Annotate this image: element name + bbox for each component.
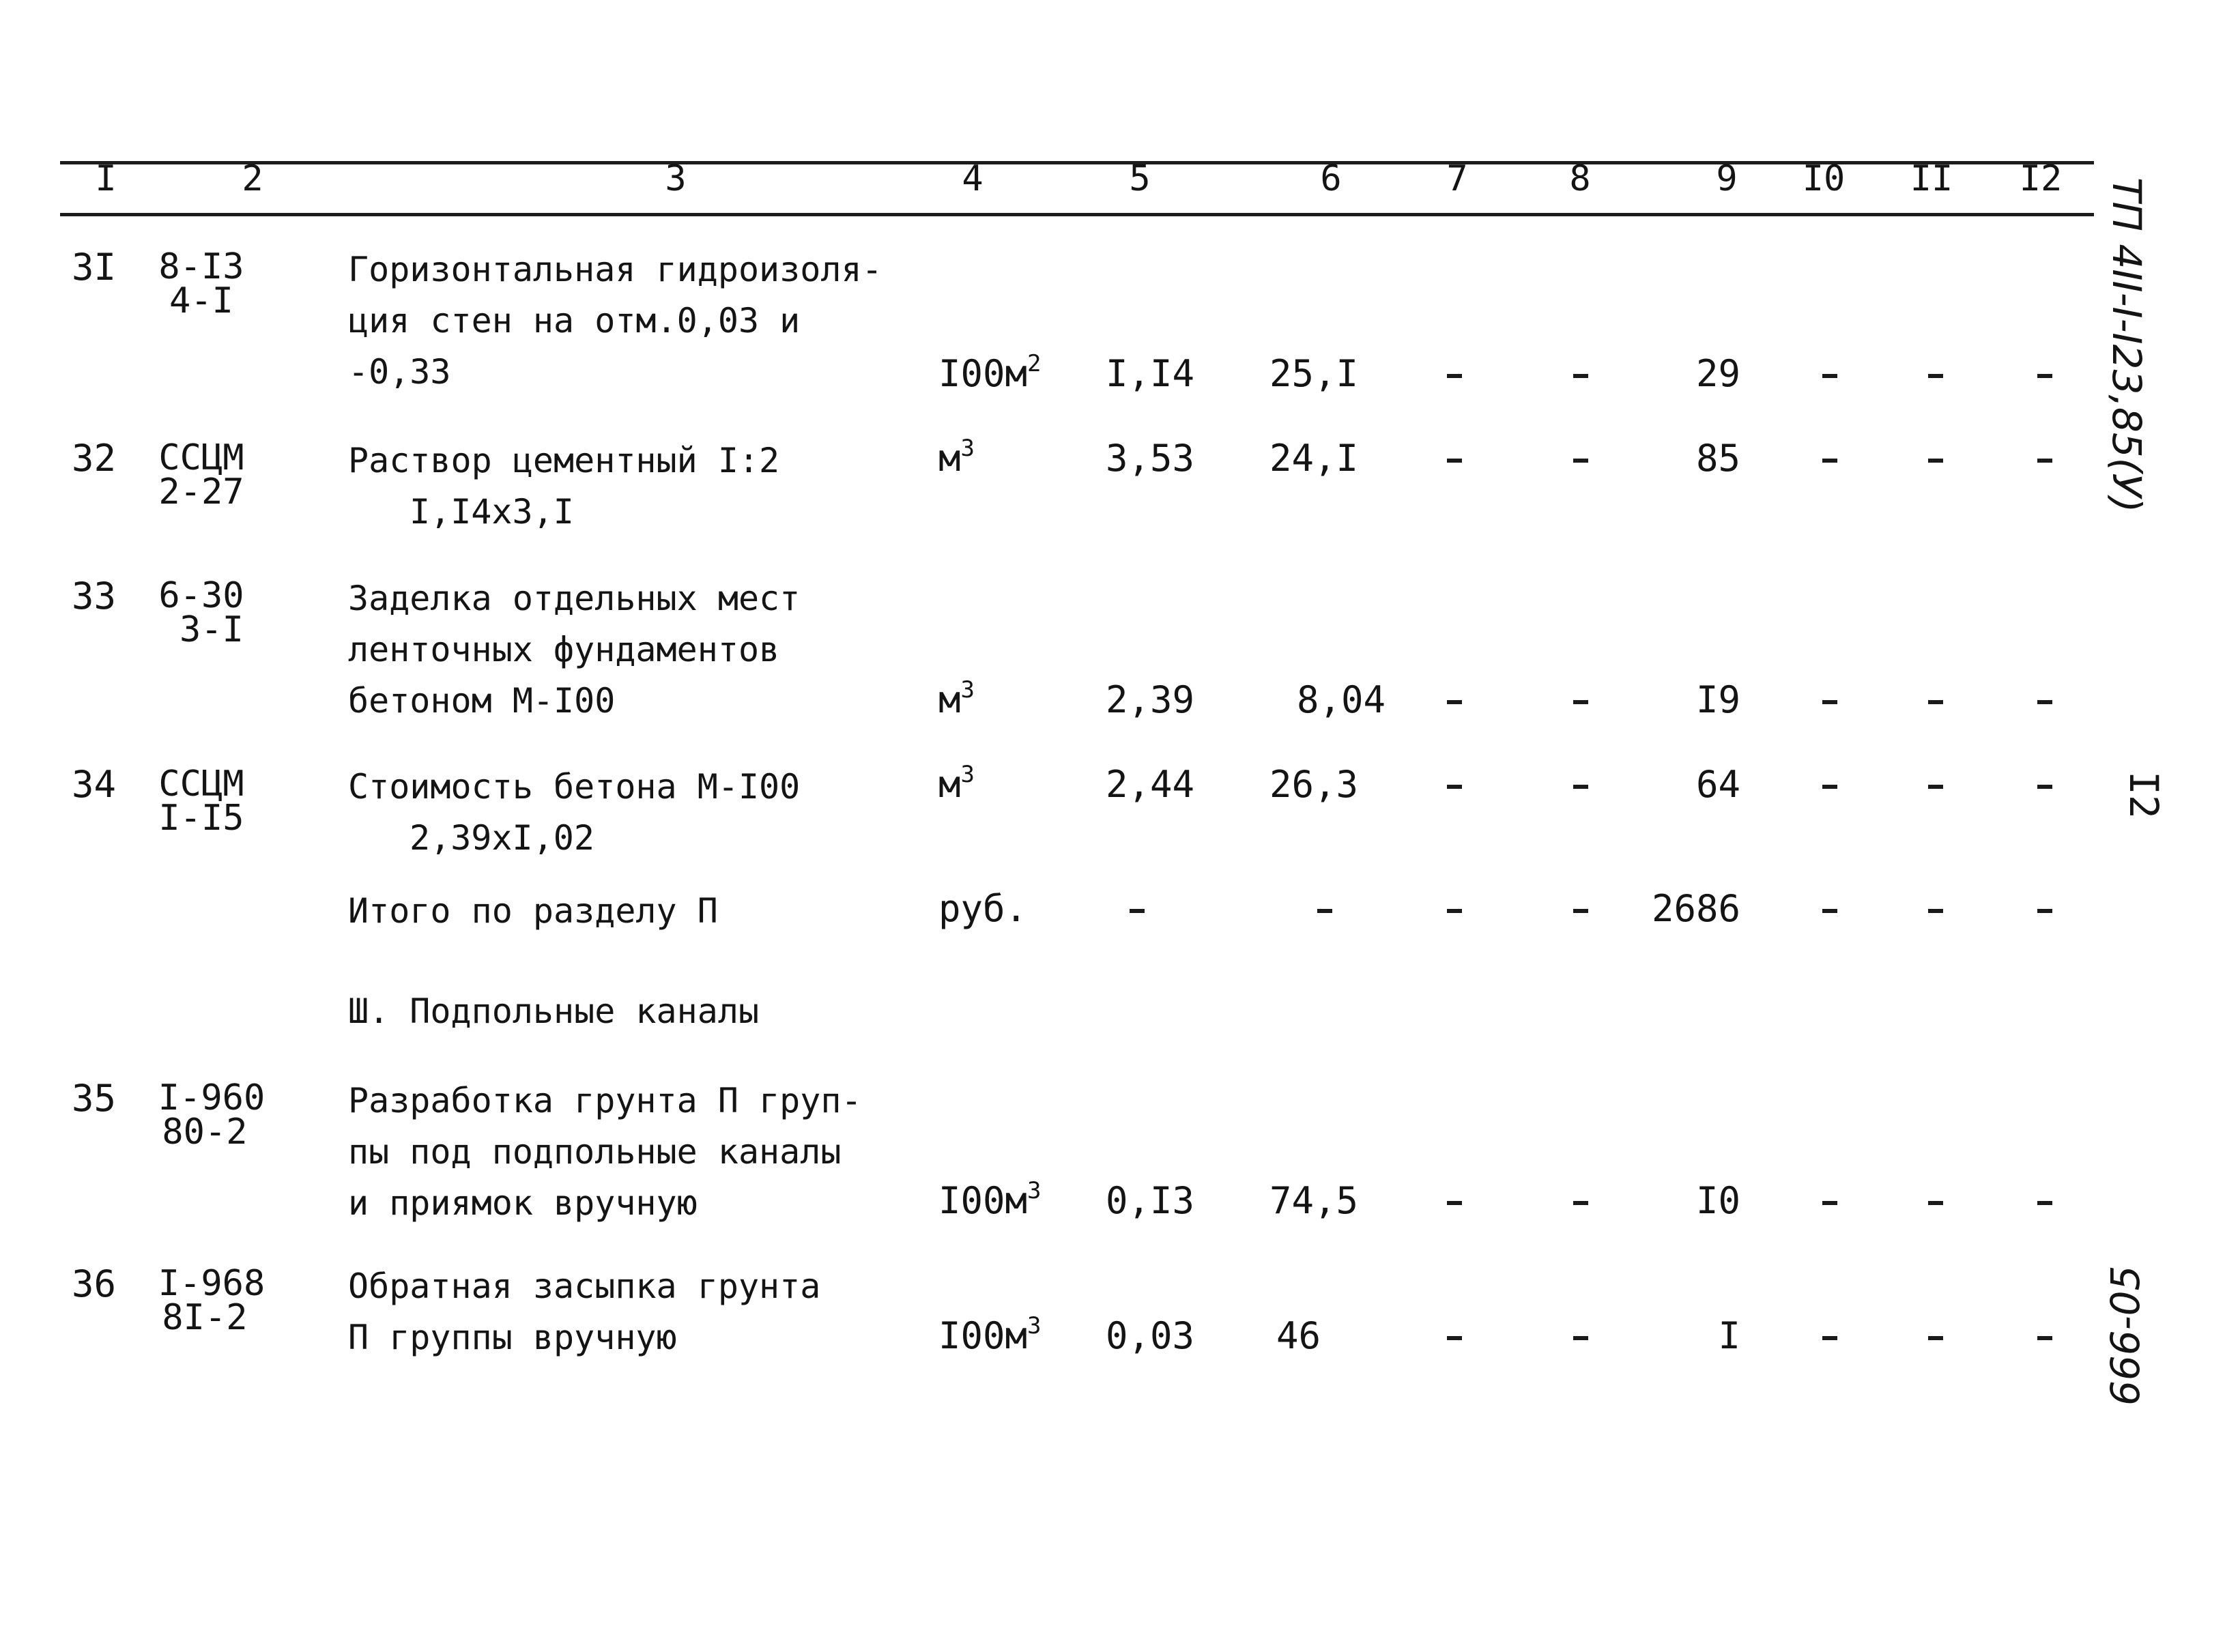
row-code bbox=[133, 575, 270, 650]
desc-line: бетоном М-I00 bbox=[348, 681, 616, 721]
dash-col-12 bbox=[2037, 374, 2052, 378]
row-price: 24,I bbox=[1269, 437, 1359, 480]
desc-line: ленточных фундаментов bbox=[348, 630, 780, 669]
row-number: 35 bbox=[72, 1077, 117, 1120]
desc-line: 2,39xI,02 bbox=[410, 818, 594, 858]
dash-col-11 bbox=[1928, 700, 1943, 704]
dash-col-10 bbox=[1822, 374, 1837, 378]
side-doc-code: ТП 4II-I-I23,85(У) bbox=[2104, 177, 2150, 513]
header-col-9: 9 bbox=[1716, 158, 1738, 199]
dash-col-11 bbox=[1928, 374, 1943, 378]
dash-col-7 bbox=[1447, 459, 1462, 463]
dash-col-11 bbox=[1928, 1336, 1943, 1340]
row-description bbox=[348, 1075, 862, 1229]
header-col-11: II bbox=[1910, 158, 1953, 199]
code-line: I-I5 bbox=[158, 798, 244, 839]
dash-col-10 bbox=[1822, 459, 1837, 463]
dash-col-8 bbox=[1573, 1201, 1588, 1205]
dash-col-11 bbox=[1928, 909, 1943, 913]
code-line: I-968 bbox=[158, 1263, 265, 1304]
row-total: I9 bbox=[1695, 678, 1740, 721]
header-col-2: 2 bbox=[242, 158, 263, 199]
row-description bbox=[348, 886, 718, 937]
dash-col-8 bbox=[1573, 1336, 1588, 1340]
row-quantity: 2,44 bbox=[1106, 763, 1195, 806]
dash-col-7 bbox=[1447, 785, 1462, 789]
header-col-6: 6 bbox=[1320, 158, 1342, 199]
row-total: 64 bbox=[1695, 763, 1740, 806]
row-number: 34 bbox=[72, 763, 117, 806]
desc-line: Горизонтальная гидроизоля- bbox=[348, 250, 882, 289]
dash-col-7 bbox=[1447, 1201, 1462, 1205]
header-col-4: 4 bbox=[962, 158, 984, 199]
unit-exponent: 3 bbox=[960, 761, 975, 788]
dash-col-12 bbox=[2037, 785, 2052, 789]
code-line: 80-2 bbox=[162, 1112, 248, 1153]
code-line: 4-I bbox=[169, 280, 233, 321]
dash-col-6 bbox=[1317, 909, 1332, 913]
dash-col-7 bbox=[1447, 374, 1462, 378]
dash-col-12 bbox=[2037, 1201, 2052, 1205]
code-line: ССЦМ bbox=[158, 764, 244, 805]
row-quantity: 2,39 bbox=[1106, 678, 1195, 721]
desc-line: пы под подпольные каналы bbox=[348, 1132, 842, 1172]
row-unit: $м^3$ bbox=[938, 761, 975, 806]
dash-col-10 bbox=[1822, 785, 1837, 789]
row-description bbox=[348, 1261, 820, 1363]
header-col-7: 7 bbox=[1446, 158, 1468, 199]
code-line: 6-30 bbox=[158, 575, 244, 616]
section-title: Ш. Подпольные каналы bbox=[348, 991, 760, 1031]
dash-col-10 bbox=[1822, 1201, 1837, 1205]
dash-col-11 bbox=[1928, 785, 1943, 789]
header-col-5: 5 bbox=[1129, 158, 1151, 199]
dash-col-8 bbox=[1573, 785, 1588, 789]
unit-exponent: 3 bbox=[1027, 1312, 1042, 1339]
row-code bbox=[133, 764, 270, 839]
dash-col-8 bbox=[1573, 909, 1588, 913]
row-unit: $м^3$ bbox=[938, 435, 975, 480]
row-number: 36 bbox=[72, 1262, 117, 1305]
row-number: 32 bbox=[72, 437, 117, 480]
row-unit: $м^3$ bbox=[938, 676, 975, 721]
desc-line: Обратная засыпка грунта bbox=[348, 1266, 821, 1306]
row-total: 85 bbox=[1695, 437, 1740, 480]
row-code bbox=[143, 1263, 280, 1338]
dash-col-10 bbox=[1822, 700, 1837, 704]
code-line: ССЦМ bbox=[158, 437, 244, 478]
desc-line: Итого по разделу П bbox=[348, 891, 718, 931]
dash-col-7 bbox=[1447, 700, 1462, 704]
row-code bbox=[133, 437, 270, 512]
desc-line: Раствор цементный I:2 bbox=[348, 441, 780, 480]
desc-line: П группы вручную bbox=[348, 1318, 677, 1357]
row-quantity: 3,53 bbox=[1106, 437, 1195, 480]
dash-col-8 bbox=[1573, 700, 1588, 704]
row-price: 46 bbox=[1276, 1314, 1321, 1357]
desc-line: Заделка отдельных мест bbox=[348, 579, 801, 618]
row-description bbox=[348, 573, 800, 727]
side-page-number: I2 bbox=[2121, 771, 2167, 819]
row-number: 33 bbox=[72, 575, 117, 618]
row-total: I0 bbox=[1695, 1179, 1740, 1222]
code-line: 8-I3 bbox=[158, 246, 244, 287]
header-bottom-rule bbox=[60, 213, 2094, 216]
row-total: I bbox=[1718, 1314, 1740, 1357]
side-sheet-code: 666-05 bbox=[2102, 1265, 2149, 1406]
row-quantity: I,I4 bbox=[1106, 352, 1195, 395]
dash-col-5 bbox=[1130, 909, 1145, 913]
desc-line: Стоимость бетона М-I00 bbox=[348, 767, 801, 807]
unit-exponent: 2 bbox=[1027, 350, 1042, 377]
row-unit: $I00м^2$ bbox=[938, 350, 1042, 395]
header-col-3: 3 bbox=[665, 158, 687, 199]
unit-exponent: 3 bbox=[960, 435, 975, 462]
dash-col-11 bbox=[1928, 1201, 1943, 1205]
row-description bbox=[348, 244, 882, 398]
header-col-12: I2 bbox=[2019, 158, 2063, 199]
dash-col-10 bbox=[1822, 909, 1837, 913]
code-line: 2-27 bbox=[158, 472, 244, 512]
row-description bbox=[348, 435, 779, 538]
row-number: 3I bbox=[72, 246, 117, 289]
row-unit: руб. bbox=[938, 887, 1028, 930]
unit-exponent: 3 bbox=[1027, 1177, 1042, 1204]
dash-col-12 bbox=[2037, 1336, 2052, 1340]
header-col-8: 8 bbox=[1569, 158, 1591, 199]
desc-line: -0,33 bbox=[348, 352, 451, 392]
dash-col-12 bbox=[2037, 459, 2052, 463]
desc-line: I,I4x3,I bbox=[410, 492, 574, 532]
row-price: 25,I bbox=[1269, 352, 1359, 395]
desc-line: Разработка грунта П груп- bbox=[348, 1081, 862, 1120]
row-price: 26,3 bbox=[1269, 763, 1359, 806]
code-line: I-960 bbox=[158, 1077, 265, 1118]
dash-col-12 bbox=[2037, 909, 2052, 913]
row-code bbox=[143, 1077, 280, 1153]
dash-col-12 bbox=[2037, 700, 2052, 704]
row-total: 2686 bbox=[1651, 887, 1740, 930]
row-unit: $I00м^3$ bbox=[938, 1177, 1042, 1222]
unit-exponent: 3 bbox=[960, 676, 975, 704]
row-quantity: 0,03 bbox=[1106, 1314, 1195, 1357]
code-line: 8I-2 bbox=[162, 1297, 248, 1338]
dash-col-11 bbox=[1928, 459, 1943, 463]
dash-col-7 bbox=[1447, 909, 1462, 913]
row-total: 29 bbox=[1695, 352, 1740, 395]
desc-line: и приямок вручную bbox=[348, 1183, 698, 1223]
code-line: 3-I bbox=[180, 609, 244, 650]
row-price: 8,04 bbox=[1297, 678, 1386, 721]
dash-col-8 bbox=[1573, 459, 1588, 463]
row-description bbox=[348, 762, 800, 864]
row-price: 74,5 bbox=[1269, 1179, 1359, 1222]
desc-line: ция стен на отм.0,03 и bbox=[348, 301, 801, 340]
header-col-1: I bbox=[95, 158, 117, 199]
dash-col-8 bbox=[1573, 374, 1588, 378]
row-unit: $I00м^3$ bbox=[938, 1312, 1042, 1357]
header-col-10: I0 bbox=[1802, 158, 1846, 199]
dash-col-7 bbox=[1447, 1336, 1462, 1340]
dash-col-10 bbox=[1822, 1336, 1837, 1340]
row-code bbox=[133, 246, 270, 321]
row-quantity: 0,I3 bbox=[1106, 1179, 1195, 1222]
